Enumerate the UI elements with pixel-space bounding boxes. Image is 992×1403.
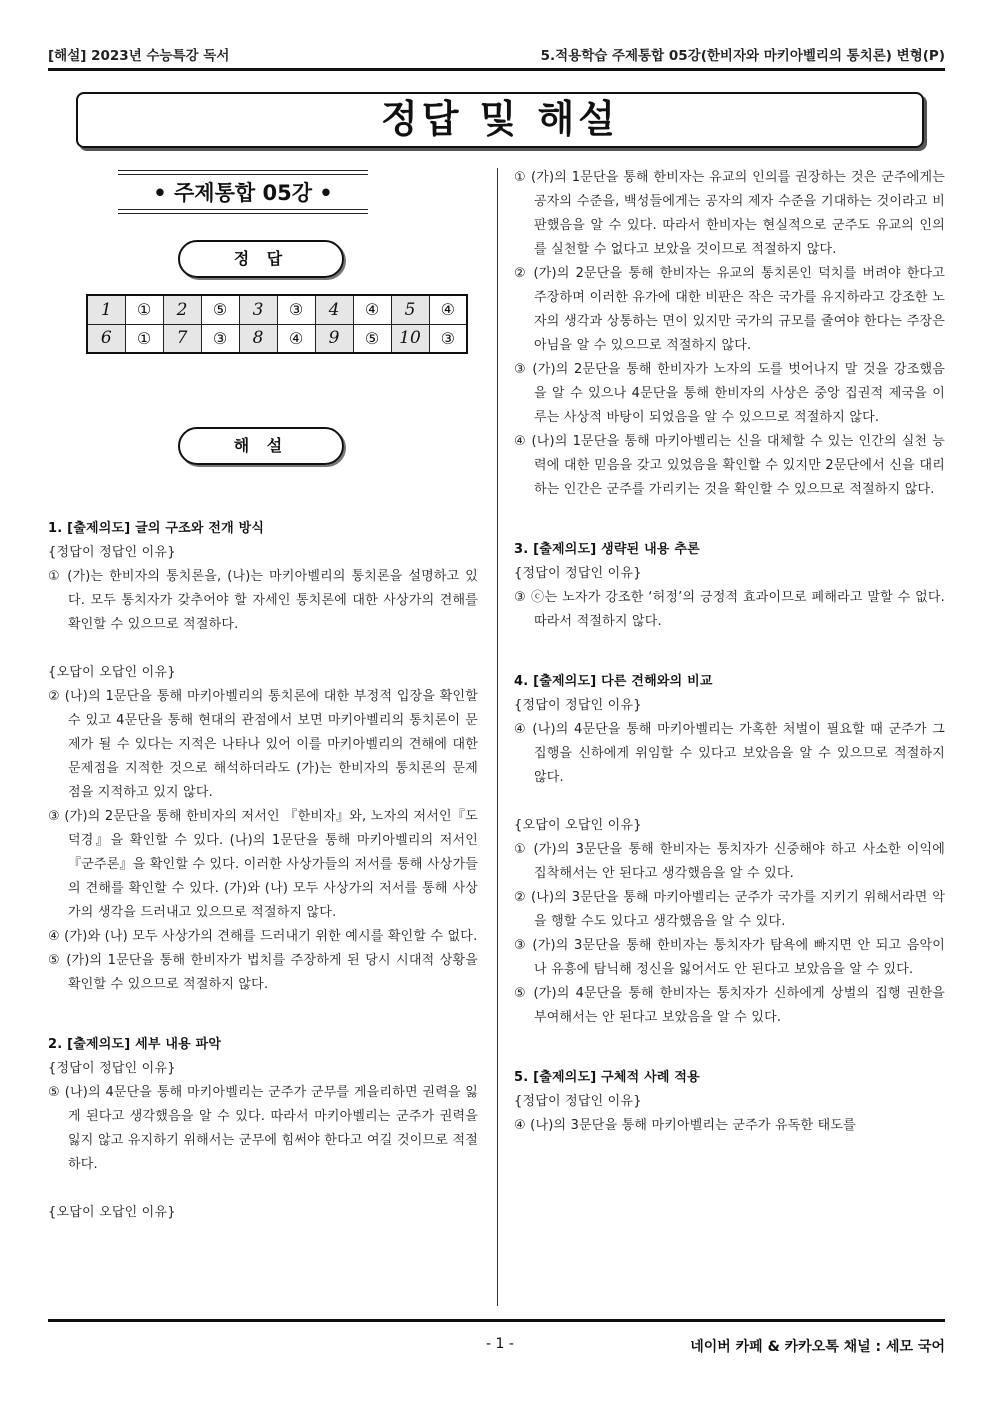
explanation-item: ③ (가)의 2문단을 통해 한비자의 저서인 『한비자』와, 노자의 저서인『도덕경』을 확인할 수 있다. (나)의 1문단을 통해 마키아벨리의 저서인『군주론』을 확인할 수 있다. 이러한 사상가들의 저서를 통해 사상가들의 견해를 확인할 수 있다. (가)와 (나) 모두 사상가의 저서를 통해 사상가의 생각을 드러내고 있으므로 적절하지 않다.	[48, 809, 478, 920]
explanation-item: ④ (나)의 1문단을 통해 마키아벨리는 신을 대체할 수 있는 인간의 실천 능력에 대한 믿음을 갖고 있었음을 확인할 수 있지만 2문단에서 신을 대리하는 인간은 군주를 가리키는 것을 확인할 수 있으므로 적절하지 않다.	[514, 434, 945, 497]
explanation-item: ③ (가)의 2문단을 통해 한비자가 노자의 도를 벗어나지 말 것을 강조했음을 알 수 있으나 4문단을 통해 한비자의 사상은 중앙 집권적 제국을 이루는 사상적 바탕이 되었음을 알 수 있으므로 적절하지 않다.	[514, 362, 945, 425]
explanation-item: ① (가)는 한비자의 통치론을, (나)는 마키아벨리의 통치론을 설명하고 있다. 모두 통치자가 갖추어야 할 자세인 통치론에 대한 사상가의 견해를 확인할 수 있으므로 적절하다.	[48, 569, 478, 632]
wrong-reason-label: {오답이 오답인 이유}	[514, 818, 642, 833]
left-column	[48, 517, 478, 1225]
explanation-item: ② (나)의 1문단을 통해 마키아벨리의 통치론에 대한 부정적 입장을 확인할 수 있고 4문단을 통해 현대의 관점에서 보면 마키아벨리의 통치론이 문제가 될 수 있다는 지적은 나타나 있어 이를 마키아벨리의 견해에 대한 문제점을 지적한 것으로 해석하더라도 (가)는 한비자의 통치론의 문제점을 지적하고 있지 않다.	[48, 689, 478, 800]
header-rule	[48, 68, 945, 71]
correct-reason-label: {정답이 정답인 이유}	[514, 1094, 642, 1109]
explanation-item: ② (가)의 2문단을 통해 한비자는 유교의 통치론인 덕치를 버려야 한다고 주장하며 이러한 유가에 대한 비판은 작은 국가를 유지하라고 강조한 노자의 생각과 상통하는 면이 있지만 국가의 규모를 줄여야 한다는 주장은 아님을 알 수 있으므로 적절하지 않다.	[514, 266, 945, 353]
answer-choice: ③	[429, 324, 467, 353]
page-title: 정답 및 해설	[381, 97, 619, 141]
explanation-item: ③ ⓒ는 노자가 강조한 ‘허정’의 긍정적 효과이므로 폐해라고 말할 수 없다. 따라서 적절하지 않다.	[514, 590, 945, 629]
answer-row-1	[87, 295, 467, 324]
correct-reason-label: {정답이 정답인 이유}	[48, 545, 176, 560]
answer-choice: ④	[277, 324, 315, 353]
explanation-item: ④ (나)의 3문단을 통해 마키아벨리는 군주가 유독한 태도를	[514, 1118, 856, 1133]
correct-reason-label: {정답이 정답인 이유}	[48, 1061, 176, 1076]
header-left: [해설] 2023년 수능특강 독서	[48, 48, 230, 64]
correct-reason-label: {정답이 정답인 이유}	[514, 566, 642, 581]
explanation-item: ⑤ (가)의 1문단을 통해 한비자가 법치를 주장하게 된 당시 시대적 상황을 확인할 수 있으므로 적절하지 않다.	[48, 953, 478, 992]
answer-choice: ③	[277, 295, 315, 324]
question-number: 8	[239, 324, 277, 353]
question-number: 7	[163, 324, 201, 353]
section-heading-4: 4. [출제의도] 다른 견해와의 비교	[514, 674, 713, 689]
question-number: 10	[391, 324, 429, 353]
explanation-item: ⑤ (나)의 4문단을 통해 마키아벨리는 군주가 군무를 게을리하면 권력을 잃게 된다고 생각했음을 알 수 있다. 따라서 마키아벨리는 군주가 권력을 잃지 않고 유지하기 위해서는 군무에 힘써야 한다고 여길 것이므로 적절하다.	[48, 1085, 478, 1172]
lecture-title: • 주제통합 05강 •	[153, 181, 333, 205]
answer-choice: ④	[353, 295, 391, 324]
answer-choice: ①	[125, 295, 163, 324]
answer-row-2	[87, 324, 467, 353]
page-number: - 1 -	[486, 1336, 514, 1352]
wrong-reason-label: {오답이 오답인 이유}	[48, 665, 176, 680]
question-number: 5	[391, 295, 429, 324]
answer-choice: ⑤	[201, 295, 239, 324]
explanation-item: ④ (가)와 (나) 모두 사상가의 견해를 드러내기 위한 예시를 확인할 수 없다.	[48, 929, 478, 944]
explanation-item: ④ (나)의 4문단을 통해 마키아벨리는 가혹한 처벌이 필요할 때 군주가 그 집행을 신하에게 위임할 수 있다고 보았음을 알 수 있으므로 적절하지 않다.	[514, 722, 945, 785]
answer-choice: ⑤	[353, 324, 391, 353]
question-number: 6	[87, 324, 125, 353]
footer-channel: 네이버 카페 & 카카오톡 채널 : 세모 국어	[690, 1339, 945, 1355]
answer-label: 정 답	[178, 240, 344, 278]
answer-choice: ③	[201, 324, 239, 353]
question-number: 3	[239, 295, 277, 324]
section-heading-1: 1. [출제의도] 글의 구조와 전개 방식	[48, 521, 265, 536]
column-divider	[497, 168, 498, 1306]
lecture-title-box	[118, 170, 368, 214]
explanation-item: ⑤ (가)의 4문단을 통해 한비자는 통치자가 신하에게 상벌의 집행 권한을 부여해서는 안 된다고 보았음을 알 수 있다.	[514, 986, 945, 1025]
section-heading-2: 2. [출제의도] 세부 내용 파악	[48, 1037, 222, 1052]
question-number: 9	[315, 324, 353, 353]
explain-label: 해 설	[178, 427, 344, 465]
explanation-item: ③ (가)의 3문단을 통해 한비자는 통치자가 탐욕에 빠지면 안 되고 음악이나 유흥에 탐닉해 정신을 잃어서도 안 된다고 보았음을 알 수 있다.	[514, 938, 945, 977]
explanation-item: ① (가)의 3문단을 통해 한비자는 통치자가 신중해야 하고 사소한 이익에 집착해서는 안 된다고 생각했음을 알 수 있다.	[514, 842, 945, 881]
question-number: 2	[163, 295, 201, 324]
answer-choice: ④	[429, 295, 467, 324]
question-number: 4	[315, 295, 353, 324]
explanation-item: ② (나)의 3문단을 통해 마키아벨리는 군주가 국가를 지키기 위해서라면 악을 행할 수도 있다고 생각했음을 알 수 있다.	[514, 890, 945, 929]
explanation-item: ① (가)의 1문단을 통해 한비자는 유교의 인의를 권장하는 것은 군주에게는 공자의 수준을, 백성들에게는 공자의 제자 수준을 기대하는 것이라고 비판했음을 알 수 있다. 따라서 한비자는 현실적으로 군주도 유교의 인의를 실천할 수 없다고 보았을 것이므로 적절하지 않다.	[514, 170, 945, 257]
page-header	[48, 44, 945, 66]
answer-choice: ①	[125, 324, 163, 353]
answer-table	[86, 294, 468, 354]
title-box	[76, 92, 924, 148]
section-heading-3: 3. [출제의도] 생략된 내용 추론	[514, 542, 700, 557]
right-column	[514, 166, 945, 1138]
question-number: 1	[87, 295, 125, 324]
wrong-reason-label: {오답이 오답인 이유}	[48, 1205, 176, 1220]
footer-rule	[48, 1319, 945, 1322]
correct-reason-label: {정답이 정답인 이유}	[514, 698, 642, 713]
section-heading-5: 5. [출제의도] 구체적 사례 적용	[514, 1070, 700, 1085]
header-right: 5.적용학습 주제통합 05강(한비자와 마키아벨리의 통치론) 변형(P)	[540, 48, 945, 64]
